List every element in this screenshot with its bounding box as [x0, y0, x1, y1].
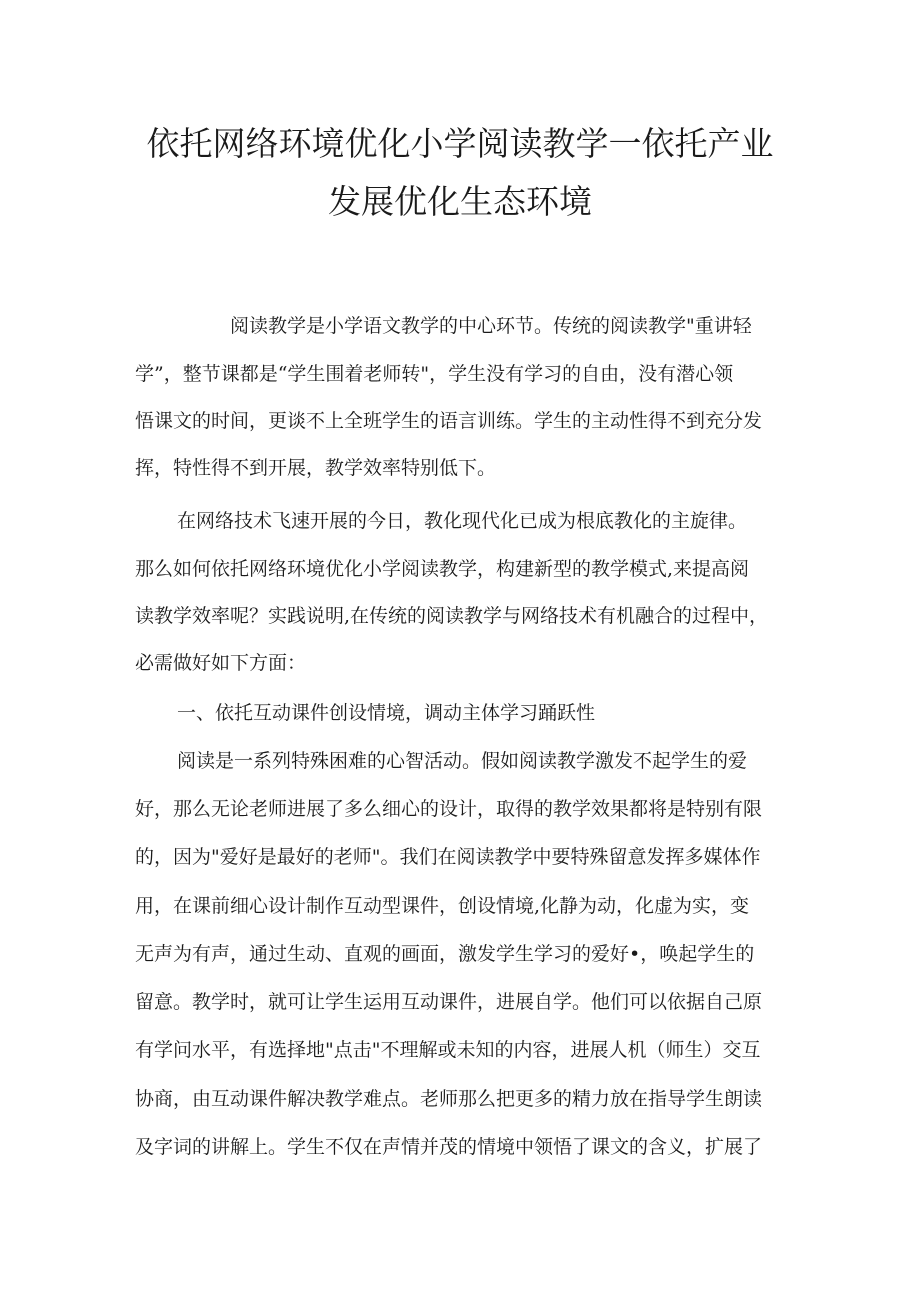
text-line: 有学问水平，有选择地"点击"不理解或未知的内容，进展人机（师生）交互	[135, 1039, 761, 1061]
document-title-line-1: 依托网络环境优化小学阅读教学一依托产业	[146, 124, 774, 163]
text-line: 悟课文的时间，更谈不上全班学生的语言训练。学生的主动性得不到充分发	[135, 410, 763, 432]
text-line: 无声为有声，通过生动、直观的画面，激发学生学习的爱好•，唤起学生的	[135, 943, 755, 965]
text-line: 在网络技术飞速开展的今日，教化现代化已成为根底教化的主旋律。	[177, 510, 748, 532]
text-line: 学”，整节课都是“学生围着老师转"，学生没有学习的自由，没有潜心领	[135, 363, 734, 385]
text-line: 读教学效率呢？实践说明,在传统的阅读教学与网络技术有机融合的过程中，	[135, 605, 769, 627]
text-line: 留意。教学时，就可让学生运用互动课件，进展自学。他们可以依据自己原	[135, 991, 763, 1013]
text-line: 必需做好如下方面：	[135, 652, 307, 674]
text-line: 的，因为"爱好是最好的老师"。我们在阅读教学中要特殊留意发挥多媒体作	[135, 846, 761, 868]
section-heading: 一、依托互动课件创设情境，调动主体学习踊跃性	[177, 702, 596, 724]
text-line: 协商，由互动课件解决教学难点。老师那么把更多的精力放在指导学生朗读	[135, 1088, 763, 1110]
text-line: 阅读是一系列特殊困难的心智活动。假如阅读教学激发不起学生的爱	[177, 750, 748, 772]
text-line: 用，在课前细心设计制作互动型课件，创设情境,化静为动，化虚为实，变	[135, 895, 750, 917]
text-line: 好，那么无论老师进展了多么细心的设计，取得的教学效果都将是特别有限	[135, 798, 763, 820]
text-line: 那么如何依托网络环境优化小学阅读教学，构建新型的教学模式,来提高阅	[135, 558, 750, 580]
text-line: 挥，特性得不到开展，教学效率特别低下。	[135, 457, 497, 479]
text-line: 及字词的讲解上。学生不仅在声情并茂的情境中领悟了课文的含义，扩展了	[135, 1136, 763, 1158]
text-line: 阅读教学是小学语文教学的中心环节。传统的阅读教学"重讲轻	[230, 315, 752, 337]
document-title-line-2: 发展优化生态环境	[328, 182, 592, 221]
